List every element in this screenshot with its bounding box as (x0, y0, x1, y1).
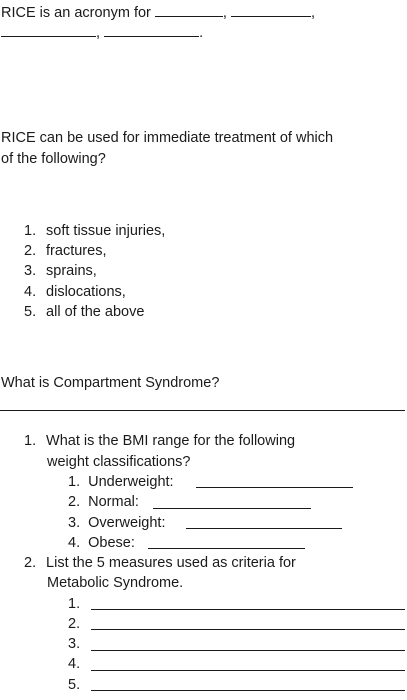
question-metabolic-syndrome-line2: Metabolic Syndrome. (47, 575, 184, 591)
list-item: 4. Obese: (68, 535, 135, 551)
answer-line[interactable] (91, 650, 405, 651)
answer-blank[interactable] (231, 2, 311, 17)
answer-line[interactable] (0, 410, 405, 411)
list-item[interactable]: 5. all of the above (24, 304, 145, 320)
question-text: RICE is an acronym for (1, 5, 151, 21)
question-bmi-range: 1. What is the BMI range for the following (24, 433, 296, 449)
answer-line[interactable] (153, 508, 311, 509)
question-rice-treatment-line2: of the following? (1, 151, 106, 167)
list-item[interactable]: 2. fractures, (24, 243, 107, 259)
answer-line[interactable] (91, 629, 405, 630)
list-item[interactable]: 3. sprains, (24, 263, 97, 279)
list-item: 1. (68, 596, 81, 612)
question-compartment-syndrome: What is Compartment Syndrome? (1, 375, 220, 391)
answer-blank[interactable] (1, 22, 96, 37)
list-item: 2. (68, 616, 81, 632)
answer-line[interactable] (91, 670, 405, 671)
list-item: 4. (68, 656, 81, 672)
list-item: 3. (68, 636, 81, 652)
list-item: 3. Overweight: (68, 515, 166, 531)
answer-line[interactable] (148, 548, 305, 549)
answer-blank[interactable] (104, 22, 199, 37)
list-item: 2. Normal: (68, 494, 139, 510)
answer-blank[interactable] (155, 2, 223, 17)
answer-line[interactable] (91, 609, 405, 610)
list-item[interactable]: 1. soft tissue injuries, (24, 223, 166, 239)
list-item: 5. (68, 677, 81, 693)
answer-line[interactable] (91, 690, 405, 691)
answer-line[interactable] (196, 487, 353, 488)
question-rice-treatment-line1: RICE can be used for immediate treatment of which (1, 130, 334, 146)
question-rice-acronym: RICE is an acronym for , , (1, 2, 315, 21)
list-item: 1. Underweight: (68, 474, 174, 490)
list-item[interactable]: 4. dislocations, (24, 284, 126, 300)
answer-line[interactable] (186, 528, 342, 529)
question-rice-acronym-line2: , . (1, 22, 203, 41)
question-metabolic-syndrome: 2. List the 5 measures used as criteria for (24, 555, 296, 571)
question-bmi-range-line2: weight classifications? (47, 454, 191, 470)
